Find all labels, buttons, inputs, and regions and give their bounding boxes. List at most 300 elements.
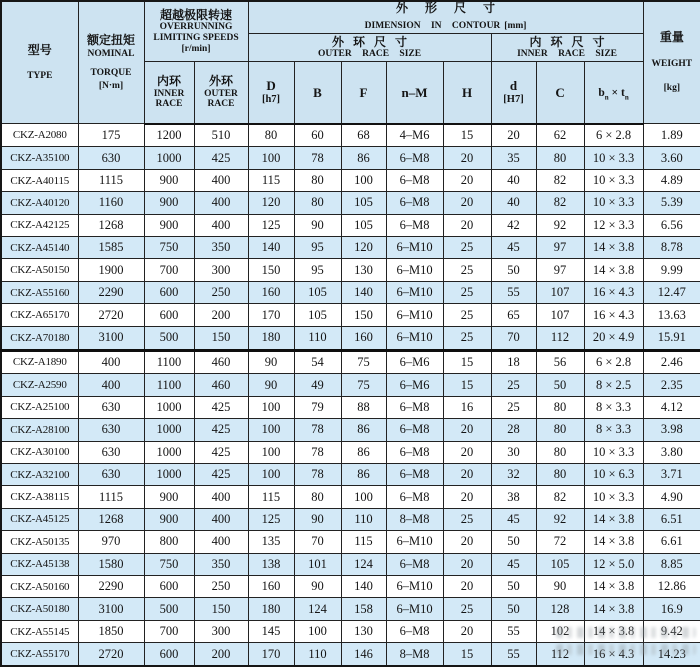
weight-label-en: WEIGHT bbox=[651, 58, 693, 69]
value-cell: 600 bbox=[144, 281, 194, 303]
value-cell: 16 × 4.3 bbox=[584, 643, 643, 666]
model-cell: CKZ-A30100 bbox=[1, 441, 78, 463]
table-header bbox=[1, 1, 700, 124]
torque-label-zh: 额定扭矩 bbox=[86, 33, 135, 48]
value-cell: 12.86 bbox=[643, 575, 700, 597]
value-cell: 425 bbox=[194, 147, 248, 169]
value-cell: 82 bbox=[536, 169, 584, 191]
value-cell: 107 bbox=[536, 304, 584, 326]
table-row bbox=[1, 463, 700, 485]
value-cell: 112 bbox=[536, 643, 584, 666]
value-cell: 25 bbox=[443, 304, 491, 326]
value-cell: 130 bbox=[341, 259, 386, 281]
value-cell: 6–M10 bbox=[386, 575, 443, 597]
value-cell: 30 bbox=[491, 441, 536, 463]
value-cell: 45 bbox=[491, 237, 536, 259]
value-cell: 15 bbox=[443, 643, 491, 666]
value-cell: 90 bbox=[294, 575, 341, 597]
value-cell: 170 bbox=[248, 643, 294, 666]
value-cell: 170 bbox=[248, 304, 294, 326]
value-cell: 630 bbox=[78, 463, 144, 485]
value-cell: 6.61 bbox=[643, 531, 700, 553]
model-cell: CKZ-A65170 bbox=[1, 304, 78, 326]
value-cell: 900 bbox=[144, 508, 194, 530]
value-cell: 6–M8 bbox=[386, 486, 443, 508]
col-header-inner-race-speed bbox=[144, 62, 194, 124]
value-cell: 1000 bbox=[144, 463, 194, 485]
speeds-label-en1: OVERRUNNING bbox=[159, 22, 233, 33]
value-cell: 8.78 bbox=[643, 237, 700, 259]
value-cell: 1000 bbox=[144, 419, 194, 441]
table-row bbox=[1, 259, 700, 281]
value-cell: 6–M10 bbox=[386, 531, 443, 553]
inner-race-label-en1: INNER bbox=[153, 88, 185, 99]
value-cell: 6.56 bbox=[643, 214, 700, 236]
value-cell: 25 bbox=[491, 374, 536, 396]
value-cell: 425 bbox=[194, 463, 248, 485]
value-cell: 630 bbox=[78, 419, 144, 441]
value-cell: 45 bbox=[491, 553, 536, 575]
value-cell: 3100 bbox=[78, 598, 144, 620]
table-row bbox=[1, 396, 700, 418]
value-cell: 6–M8 bbox=[386, 419, 443, 441]
value-cell: 146 bbox=[341, 643, 386, 666]
model-cell: CKZ-A40115 bbox=[1, 169, 78, 191]
value-cell: 1200 bbox=[144, 124, 194, 147]
value-cell: 50 bbox=[491, 259, 536, 281]
value-cell: 14 × 3.8 bbox=[584, 531, 643, 553]
value-cell: 16.9 bbox=[643, 598, 700, 620]
value-cell: 124 bbox=[341, 553, 386, 575]
value-cell: 150 bbox=[341, 304, 386, 326]
value-cell: 115 bbox=[341, 531, 386, 553]
value-cell: 970 bbox=[78, 531, 144, 553]
value-cell: 600 bbox=[144, 643, 194, 666]
model-cell: CKZ-A55160 bbox=[1, 281, 78, 303]
bt-sub-b: n bbox=[604, 93, 609, 102]
col-header-weight bbox=[643, 1, 700, 124]
value-cell: 90 bbox=[248, 350, 294, 374]
table-row bbox=[1, 304, 700, 326]
value-cell: 80 bbox=[294, 192, 341, 214]
value-cell: 75 bbox=[341, 374, 386, 396]
value-cell: 20 bbox=[443, 169, 491, 191]
value-cell: 10 × 3.3 bbox=[584, 192, 643, 214]
model-cell: CKZ-A55170 bbox=[1, 643, 78, 666]
value-cell: 105 bbox=[536, 553, 584, 575]
model-cell: CKZ-A45138 bbox=[1, 553, 78, 575]
value-cell: 75 bbox=[341, 350, 386, 374]
bt-base-t: t bbox=[620, 87, 625, 100]
value-cell: 6–M8 bbox=[386, 463, 443, 485]
value-cell: 54 bbox=[294, 350, 341, 374]
value-cell: 4.90 bbox=[643, 486, 700, 508]
value-cell: 1.89 bbox=[643, 124, 700, 147]
value-cell: 8–M8 bbox=[386, 643, 443, 666]
model-cell: CKZ-A42125 bbox=[1, 214, 78, 236]
value-cell: 140 bbox=[248, 237, 294, 259]
value-cell: 78 bbox=[294, 441, 341, 463]
dimension-unit: [mm] bbox=[504, 21, 527, 32]
value-cell: 2720 bbox=[78, 643, 144, 666]
value-cell: 425 bbox=[194, 419, 248, 441]
model-cell: CKZ-A55145 bbox=[1, 620, 78, 642]
value-cell: 16 × 4.3 bbox=[584, 281, 643, 303]
value-cell: 140 bbox=[341, 281, 386, 303]
table-row bbox=[1, 124, 700, 147]
value-cell: 510 bbox=[194, 124, 248, 147]
value-cell: 15 bbox=[443, 124, 491, 147]
model-cell: CKZ-A50180 bbox=[1, 598, 78, 620]
value-cell: 135 bbox=[248, 531, 294, 553]
value-cell: 400 bbox=[194, 486, 248, 508]
model-cell: CKZ-A28100 bbox=[1, 419, 78, 441]
value-cell: 6–M6 bbox=[386, 350, 443, 374]
value-cell: 20 bbox=[443, 575, 491, 597]
col-header-d bbox=[491, 62, 536, 124]
value-cell: 400 bbox=[194, 214, 248, 236]
col-header-inner-race-size bbox=[491, 34, 643, 62]
value-cell: 110 bbox=[341, 508, 386, 530]
value-cell: 90 bbox=[294, 508, 341, 530]
bt-sub-t: n bbox=[624, 93, 629, 102]
value-cell: 180 bbox=[248, 598, 294, 620]
value-cell: 105 bbox=[341, 192, 386, 214]
value-cell: 100 bbox=[248, 419, 294, 441]
D-tolerance: [h7] bbox=[261, 94, 281, 106]
value-cell: 16 bbox=[443, 396, 491, 418]
value-cell: 1115 bbox=[78, 169, 144, 191]
model-cell: CKZ-A32100 bbox=[1, 463, 78, 485]
model-cell: CKZ-A50150 bbox=[1, 259, 78, 281]
value-cell: 3.80 bbox=[643, 441, 700, 463]
table-row bbox=[1, 508, 700, 530]
value-cell: 138 bbox=[248, 553, 294, 575]
value-cell: 80 bbox=[294, 169, 341, 191]
value-cell: 200 bbox=[194, 304, 248, 326]
value-cell: 6–M10 bbox=[386, 281, 443, 303]
value-cell: 100 bbox=[341, 486, 386, 508]
inner-race-label-zh: 内环 bbox=[156, 74, 181, 89]
value-cell: 32 bbox=[491, 463, 536, 485]
value-cell: 14 × 3.8 bbox=[584, 598, 643, 620]
type-label-en: TYPE bbox=[27, 71, 53, 82]
value-cell: 18 bbox=[491, 350, 536, 374]
speeds-label-zh: 超越极限转速 bbox=[160, 8, 233, 23]
value-cell: 20 bbox=[443, 419, 491, 441]
inner-race-label-en2: RACE bbox=[155, 99, 183, 110]
value-cell: 20 bbox=[443, 463, 491, 485]
value-cell: 700 bbox=[144, 620, 194, 642]
value-cell: 42 bbox=[491, 214, 536, 236]
value-cell: 80 bbox=[536, 463, 584, 485]
value-cell: 95 bbox=[294, 259, 341, 281]
value-cell: 600 bbox=[144, 575, 194, 597]
table-row bbox=[1, 553, 700, 575]
value-cell: 145 bbox=[248, 620, 294, 642]
value-cell: 80 bbox=[294, 486, 341, 508]
value-cell: 25 bbox=[491, 396, 536, 418]
value-cell: 1100 bbox=[144, 374, 194, 396]
value-cell: 35 bbox=[491, 147, 536, 169]
value-cell: 6–M10 bbox=[386, 259, 443, 281]
value-cell: 20 bbox=[443, 192, 491, 214]
torque-unit: [N·m] bbox=[98, 80, 124, 91]
value-cell: 900 bbox=[144, 192, 194, 214]
value-cell: 8 × 3.3 bbox=[584, 419, 643, 441]
value-cell: 65 bbox=[491, 304, 536, 326]
value-cell: 14.23 bbox=[643, 643, 700, 666]
value-cell: 90 bbox=[536, 575, 584, 597]
col-header-F: F bbox=[341, 62, 386, 124]
value-cell: 1160 bbox=[78, 192, 144, 214]
value-cell: 750 bbox=[144, 553, 194, 575]
value-cell: 10 × 3.3 bbox=[584, 441, 643, 463]
value-cell: 630 bbox=[78, 147, 144, 169]
value-cell: 79 bbox=[294, 396, 341, 418]
table-row bbox=[1, 169, 700, 191]
value-cell: 14 × 3.8 bbox=[584, 259, 643, 281]
value-cell: 25 bbox=[443, 326, 491, 350]
value-cell: 110 bbox=[294, 326, 341, 350]
value-cell: 25 bbox=[443, 281, 491, 303]
col-header-D bbox=[248, 62, 294, 124]
model-cell: CKZ-A38115 bbox=[1, 486, 78, 508]
value-cell: 6–M8 bbox=[386, 192, 443, 214]
value-cell: 107 bbox=[536, 281, 584, 303]
value-cell: 3.98 bbox=[643, 419, 700, 441]
value-cell: 20 bbox=[443, 620, 491, 642]
value-cell: 6–M8 bbox=[386, 147, 443, 169]
value-cell: 50 bbox=[491, 575, 536, 597]
value-cell: 15 bbox=[443, 350, 491, 374]
value-cell: 86 bbox=[341, 147, 386, 169]
value-cell: 50 bbox=[491, 531, 536, 553]
value-cell: 150 bbox=[248, 259, 294, 281]
value-cell: 158 bbox=[341, 598, 386, 620]
value-cell: 150 bbox=[194, 598, 248, 620]
value-cell: 6–M8 bbox=[386, 553, 443, 575]
weight-label-zh: 重量 bbox=[659, 30, 684, 45]
value-cell: 38 bbox=[491, 486, 536, 508]
value-cell: 20 bbox=[443, 147, 491, 169]
value-cell: 500 bbox=[144, 598, 194, 620]
value-cell: 68 bbox=[341, 124, 386, 147]
value-cell: 10 × 3.3 bbox=[584, 147, 643, 169]
value-cell: 4.89 bbox=[643, 169, 700, 191]
model-cell: CKZ-A35100 bbox=[1, 147, 78, 169]
value-cell: 400 bbox=[194, 531, 248, 553]
value-cell: 90 bbox=[248, 374, 294, 396]
table-row bbox=[1, 486, 700, 508]
value-cell: 10 × 3.3 bbox=[584, 486, 643, 508]
value-cell: 9.42 bbox=[643, 620, 700, 642]
value-cell: 100 bbox=[248, 147, 294, 169]
value-cell: 100 bbox=[248, 441, 294, 463]
value-cell: 40 bbox=[491, 192, 536, 214]
col-header-H: H bbox=[443, 62, 491, 124]
speeds-unit: [r/min] bbox=[181, 43, 211, 54]
value-cell: 630 bbox=[78, 396, 144, 418]
value-cell: 2290 bbox=[78, 575, 144, 597]
value-cell: 12 × 5.0 bbox=[584, 553, 643, 575]
value-cell: 8 × 3.3 bbox=[584, 396, 643, 418]
value-cell: 70 bbox=[294, 531, 341, 553]
col-header-B: B bbox=[294, 62, 341, 124]
value-cell: 124 bbox=[294, 598, 341, 620]
value-cell: 600 bbox=[144, 304, 194, 326]
col-header-nominal-torque bbox=[78, 1, 144, 124]
value-cell: 700 bbox=[144, 259, 194, 281]
value-cell: 160 bbox=[248, 575, 294, 597]
value-cell: 1100 bbox=[144, 350, 194, 374]
value-cell: 14 × 3.8 bbox=[584, 620, 643, 642]
value-cell: 97 bbox=[536, 237, 584, 259]
value-cell: 12 × 3.3 bbox=[584, 214, 643, 236]
value-cell: 2.46 bbox=[643, 350, 700, 374]
model-cell: CKZ-A45140 bbox=[1, 237, 78, 259]
value-cell: 2290 bbox=[78, 281, 144, 303]
table-row bbox=[1, 147, 700, 169]
value-cell: 6–M8 bbox=[386, 169, 443, 191]
value-cell: 105 bbox=[294, 304, 341, 326]
value-cell: 102 bbox=[536, 620, 584, 642]
value-cell: 90 bbox=[294, 214, 341, 236]
col-header-outer-race-speed bbox=[194, 62, 248, 124]
d-symbol: d bbox=[509, 77, 518, 93]
table-row bbox=[1, 214, 700, 236]
value-cell: 115 bbox=[248, 486, 294, 508]
outer-race-label-zh: 外环 bbox=[209, 74, 234, 89]
value-cell: 16 × 4.3 bbox=[584, 304, 643, 326]
value-cell: 10 × 3.3 bbox=[584, 169, 643, 191]
value-cell: 20 bbox=[443, 441, 491, 463]
value-cell: 2720 bbox=[78, 304, 144, 326]
value-cell: 20 × 4.9 bbox=[584, 326, 643, 350]
value-cell: 900 bbox=[144, 486, 194, 508]
value-cell: 1000 bbox=[144, 396, 194, 418]
value-cell: 95 bbox=[294, 237, 341, 259]
value-cell: 100 bbox=[248, 463, 294, 485]
value-cell: 6.51 bbox=[643, 508, 700, 530]
value-cell: 105 bbox=[341, 214, 386, 236]
col-header-type bbox=[1, 1, 78, 124]
value-cell: 20 bbox=[443, 486, 491, 508]
model-cell: CKZ-A50135 bbox=[1, 531, 78, 553]
value-cell: 125 bbox=[248, 508, 294, 530]
value-cell: 1000 bbox=[144, 441, 194, 463]
value-cell: 1268 bbox=[78, 508, 144, 530]
value-cell: 14 × 3.8 bbox=[584, 237, 643, 259]
value-cell: 3100 bbox=[78, 326, 144, 350]
table-row bbox=[1, 620, 700, 642]
value-cell: 200 bbox=[194, 643, 248, 666]
value-cell: 115 bbox=[248, 169, 294, 191]
model-cell: CKZ-A25100 bbox=[1, 396, 78, 418]
value-cell: 25 bbox=[443, 237, 491, 259]
value-cell: 120 bbox=[248, 192, 294, 214]
value-cell: 1268 bbox=[78, 214, 144, 236]
value-cell: 6–M10 bbox=[386, 237, 443, 259]
model-cell: CKZ-A70180 bbox=[1, 326, 78, 350]
col-header-outer-race-size bbox=[248, 34, 491, 62]
value-cell: 160 bbox=[248, 281, 294, 303]
torque-label-en1: NOMINAL bbox=[87, 49, 135, 60]
value-cell: 20 bbox=[443, 553, 491, 575]
table-row bbox=[1, 643, 700, 666]
value-cell: 300 bbox=[194, 620, 248, 642]
value-cell: 50 bbox=[491, 598, 536, 620]
value-cell: 25 bbox=[443, 598, 491, 620]
value-cell: 6–M8 bbox=[386, 441, 443, 463]
value-cell: 180 bbox=[248, 326, 294, 350]
table-row bbox=[1, 419, 700, 441]
value-cell: 500 bbox=[144, 326, 194, 350]
value-cell: 160 bbox=[341, 326, 386, 350]
value-cell: 86 bbox=[341, 463, 386, 485]
col-header-overrunning-speeds bbox=[144, 1, 248, 62]
table-row bbox=[1, 441, 700, 463]
value-cell: 9.99 bbox=[643, 259, 700, 281]
value-cell: 425 bbox=[194, 396, 248, 418]
value-cell: 750 bbox=[144, 237, 194, 259]
model-cell: CKZ-A1890 bbox=[1, 350, 78, 374]
value-cell: 112 bbox=[536, 326, 584, 350]
value-cell: 105 bbox=[294, 281, 341, 303]
table-body bbox=[1, 124, 700, 666]
torque-label-en2: TORQUE bbox=[90, 68, 132, 79]
outer-race-label-en1: OUTER bbox=[204, 88, 238, 99]
value-cell: 25 bbox=[443, 259, 491, 281]
value-cell: 1115 bbox=[78, 486, 144, 508]
model-cell: CKZ-A45125 bbox=[1, 508, 78, 530]
value-cell: 8.85 bbox=[643, 553, 700, 575]
value-cell: 62 bbox=[536, 124, 584, 147]
model-cell: CKZ-A2590 bbox=[1, 374, 78, 396]
value-cell: 78 bbox=[294, 147, 341, 169]
value-cell: 6 × 2.8 bbox=[584, 350, 643, 374]
value-cell: 20 bbox=[443, 531, 491, 553]
inner-size-label-zh: 内 环 尺 寸 bbox=[529, 34, 608, 49]
value-cell: 6 × 2.8 bbox=[584, 124, 643, 147]
value-cell: 80 bbox=[536, 147, 584, 169]
value-cell: 20 bbox=[491, 124, 536, 147]
value-cell: 125 bbox=[248, 214, 294, 236]
d-tolerance: [H7] bbox=[503, 94, 524, 106]
value-cell: 2.35 bbox=[643, 374, 700, 396]
value-cell: 630 bbox=[78, 441, 144, 463]
value-cell: 400 bbox=[194, 169, 248, 191]
outer-size-label-en: OUTER RACE SIZE bbox=[317, 49, 422, 60]
value-cell: 56 bbox=[536, 350, 584, 374]
model-cell: CKZ-A40120 bbox=[1, 192, 78, 214]
outer-size-label-zh: 外 环 尺 寸 bbox=[332, 34, 411, 49]
model-cell: CKZ-A2080 bbox=[1, 124, 78, 147]
value-cell: 3.60 bbox=[643, 147, 700, 169]
speeds-label-en2: LIMITING SPEEDS bbox=[153, 33, 239, 44]
value-cell: 92 bbox=[536, 508, 584, 530]
type-label-zh: 型号 bbox=[27, 42, 52, 57]
value-cell: 8–M8 bbox=[386, 508, 443, 530]
value-cell: 8 × 2.5 bbox=[584, 374, 643, 396]
value-cell: 100 bbox=[294, 620, 341, 642]
inner-size-label-en: INNER RACE SIZE bbox=[517, 49, 618, 60]
value-cell: 60 bbox=[294, 124, 341, 147]
value-cell: 88 bbox=[341, 396, 386, 418]
value-cell: 350 bbox=[194, 553, 248, 575]
value-cell: 175 bbox=[78, 124, 144, 147]
value-cell: 6–M10 bbox=[386, 598, 443, 620]
